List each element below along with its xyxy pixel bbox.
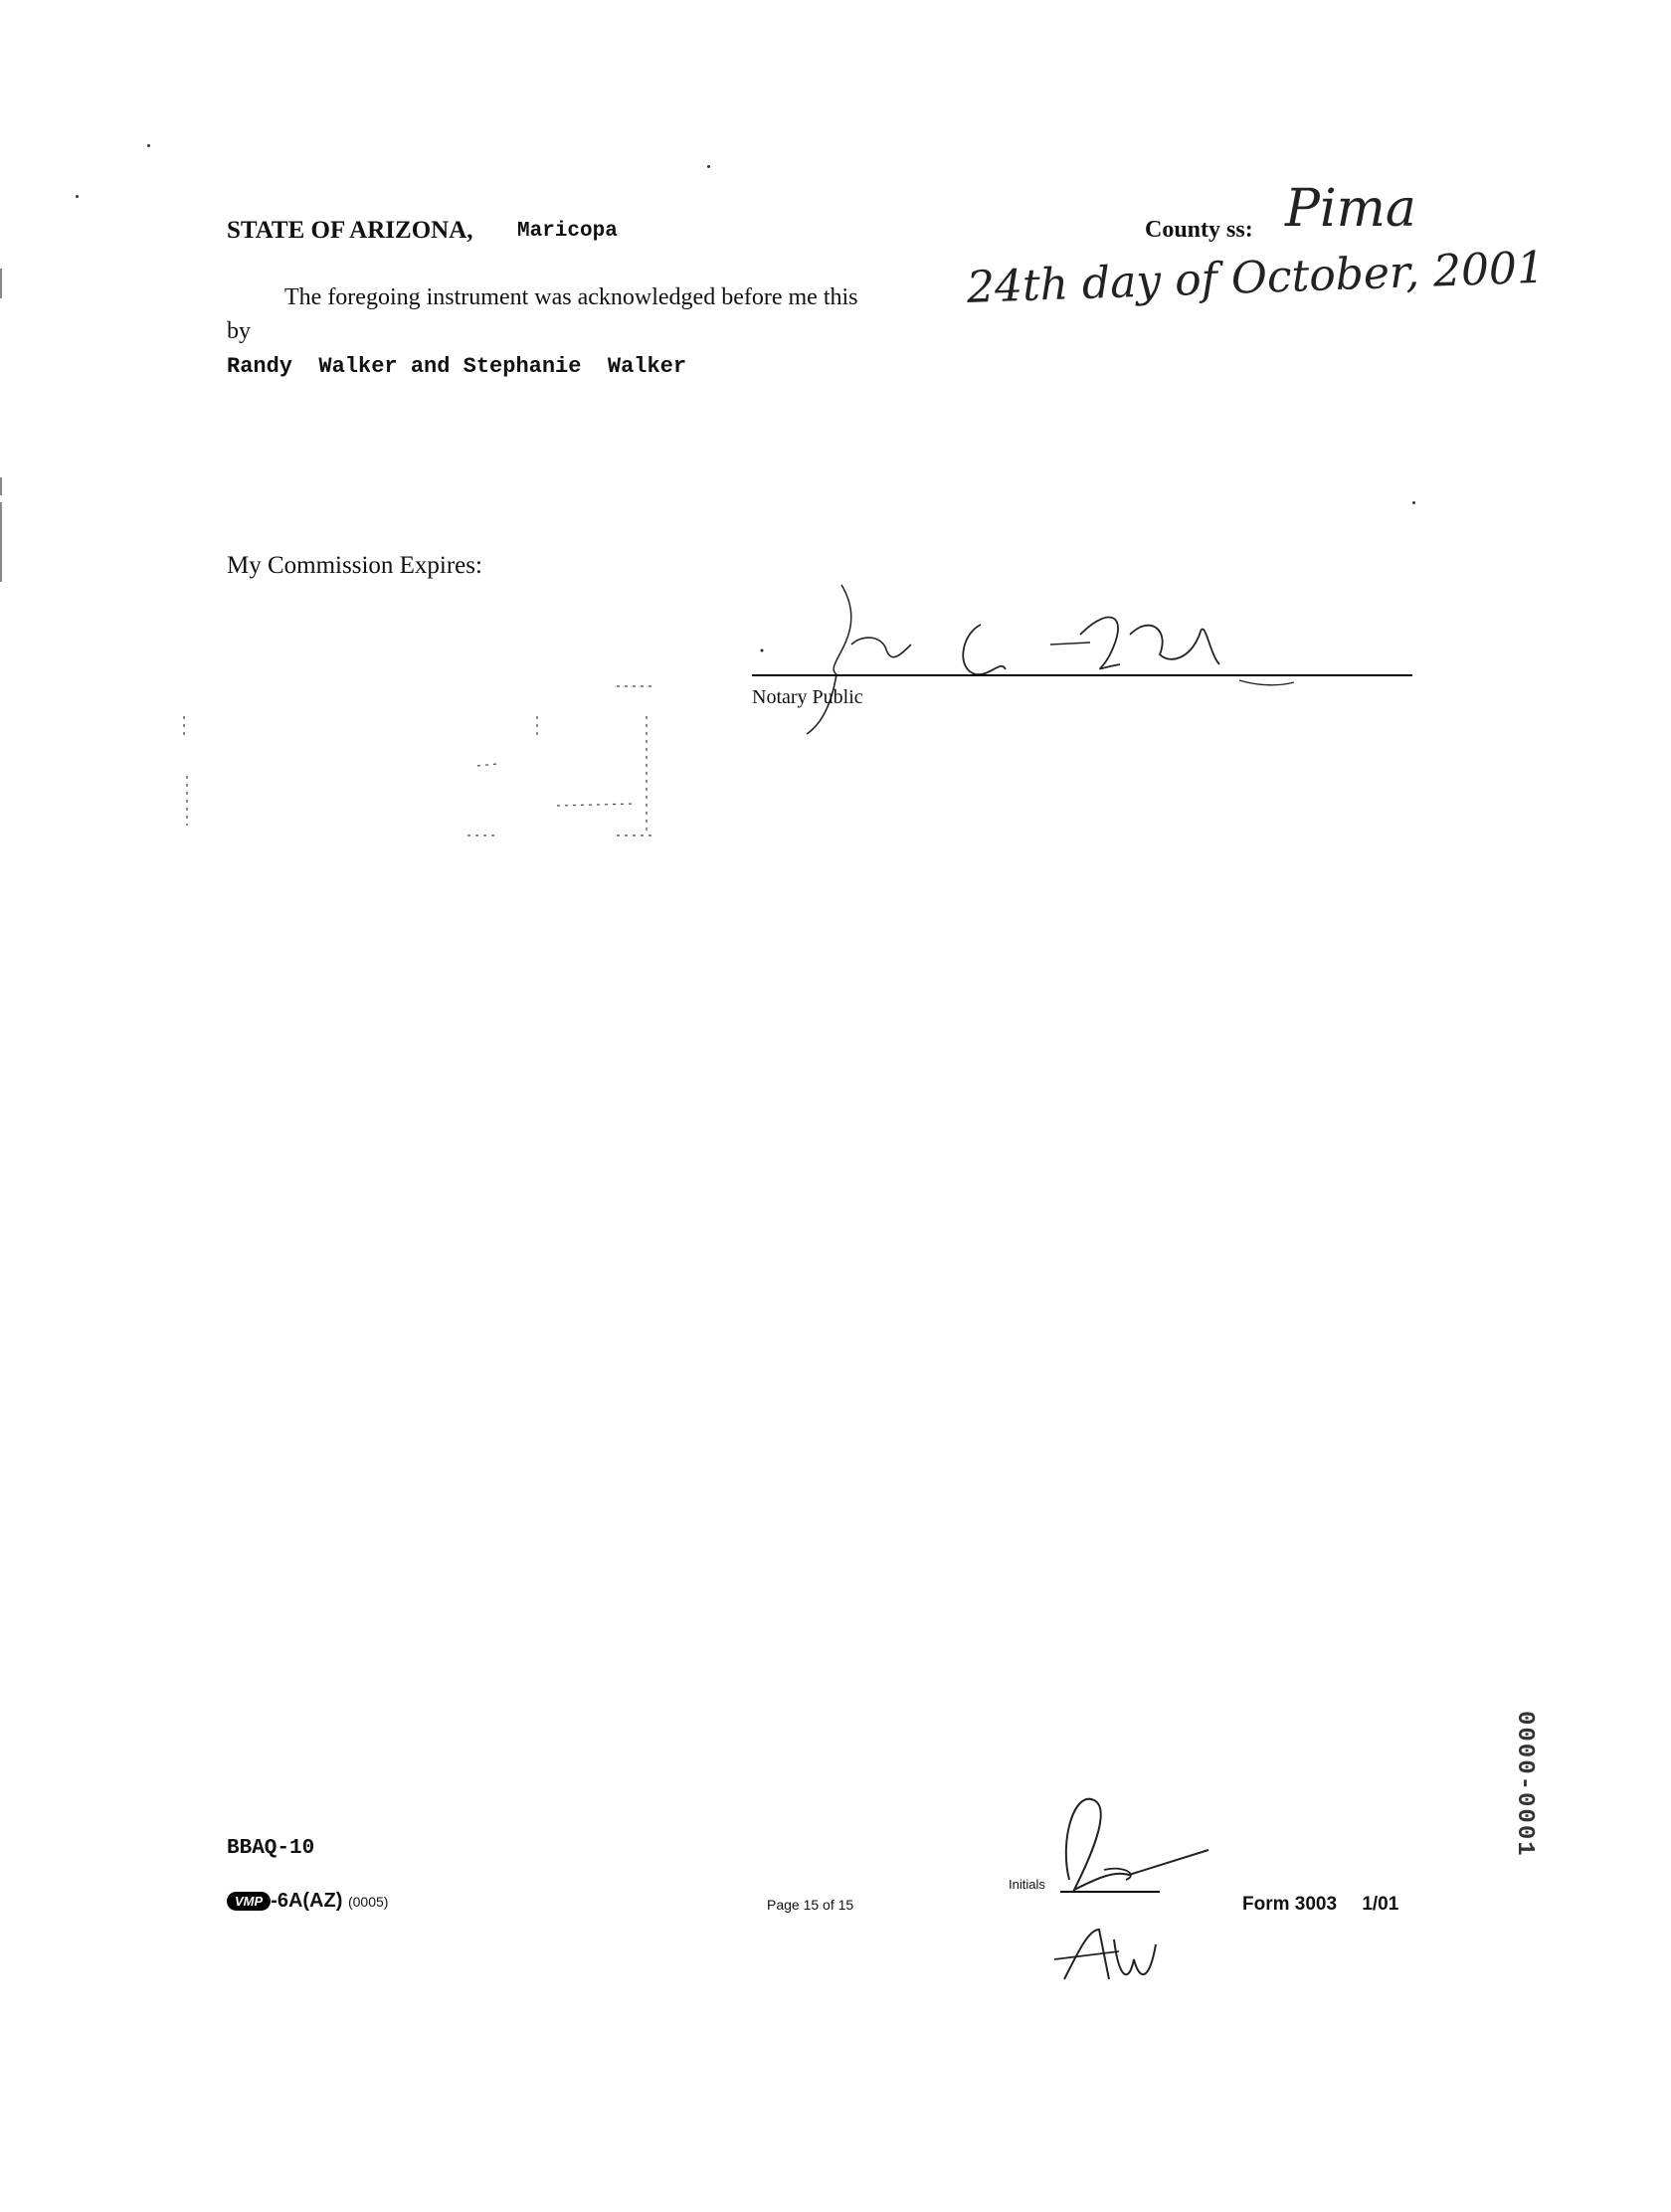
page-label: Page 15 of 15: [767, 1897, 854, 1913]
signer-names: Randy Walker and Stephanie Walker: [227, 354, 687, 379]
county-handwritten: Pima: [1285, 179, 1416, 239]
scan-edge-mark: [0, 269, 2, 298]
county-label: County ss:: [1145, 217, 1253, 243]
notary-seal: [179, 676, 676, 855]
form-date: 1/01: [1362, 1894, 1399, 1915]
vmp-logo: [227, 1892, 271, 1911]
county-typed: Maricopa: [517, 220, 618, 243]
commission-label: My Commission Expires:: [227, 552, 482, 579]
scan-speck: [1412, 501, 1415, 504]
vmp-logo-text: VMP: [235, 1894, 264, 1910]
vmp-form-number: [227, 1890, 388, 1913]
scan-speck: [76, 195, 79, 198]
form-code: BBAQ-10: [227, 1837, 315, 1860]
initials-label: Initials: [1009, 1877, 1045, 1892]
form-title: [1242, 1894, 1398, 1916]
scan-edge-mark: [0, 502, 2, 582]
notary-signature-line: [752, 674, 1412, 676]
notary-label: Notary Public: [752, 686, 863, 708]
margin-stamp: 0000-0001: [1511, 1711, 1538, 1858]
notary-signature: [752, 575, 1389, 754]
form-number-prefix: -6A(AZ): [271, 1890, 343, 1912]
form-title-text: Form 3003: [1242, 1894, 1338, 1915]
foregoing-text: The foregoing instrument was acknowledged before me this: [284, 284, 858, 310]
date-handwritten: 24th day of October, 2001: [966, 242, 1546, 313]
scan-speck: [707, 165, 710, 168]
by-label: by: [227, 318, 251, 344]
scan-speck: [147, 144, 150, 147]
initials-signature: [1034, 1780, 1273, 1999]
scan-edge-mark: [0, 477, 2, 495]
form-number-suffix: (0005): [347, 1894, 389, 1910]
state-heading: STATE OF ARIZONA,: [227, 217, 473, 244]
